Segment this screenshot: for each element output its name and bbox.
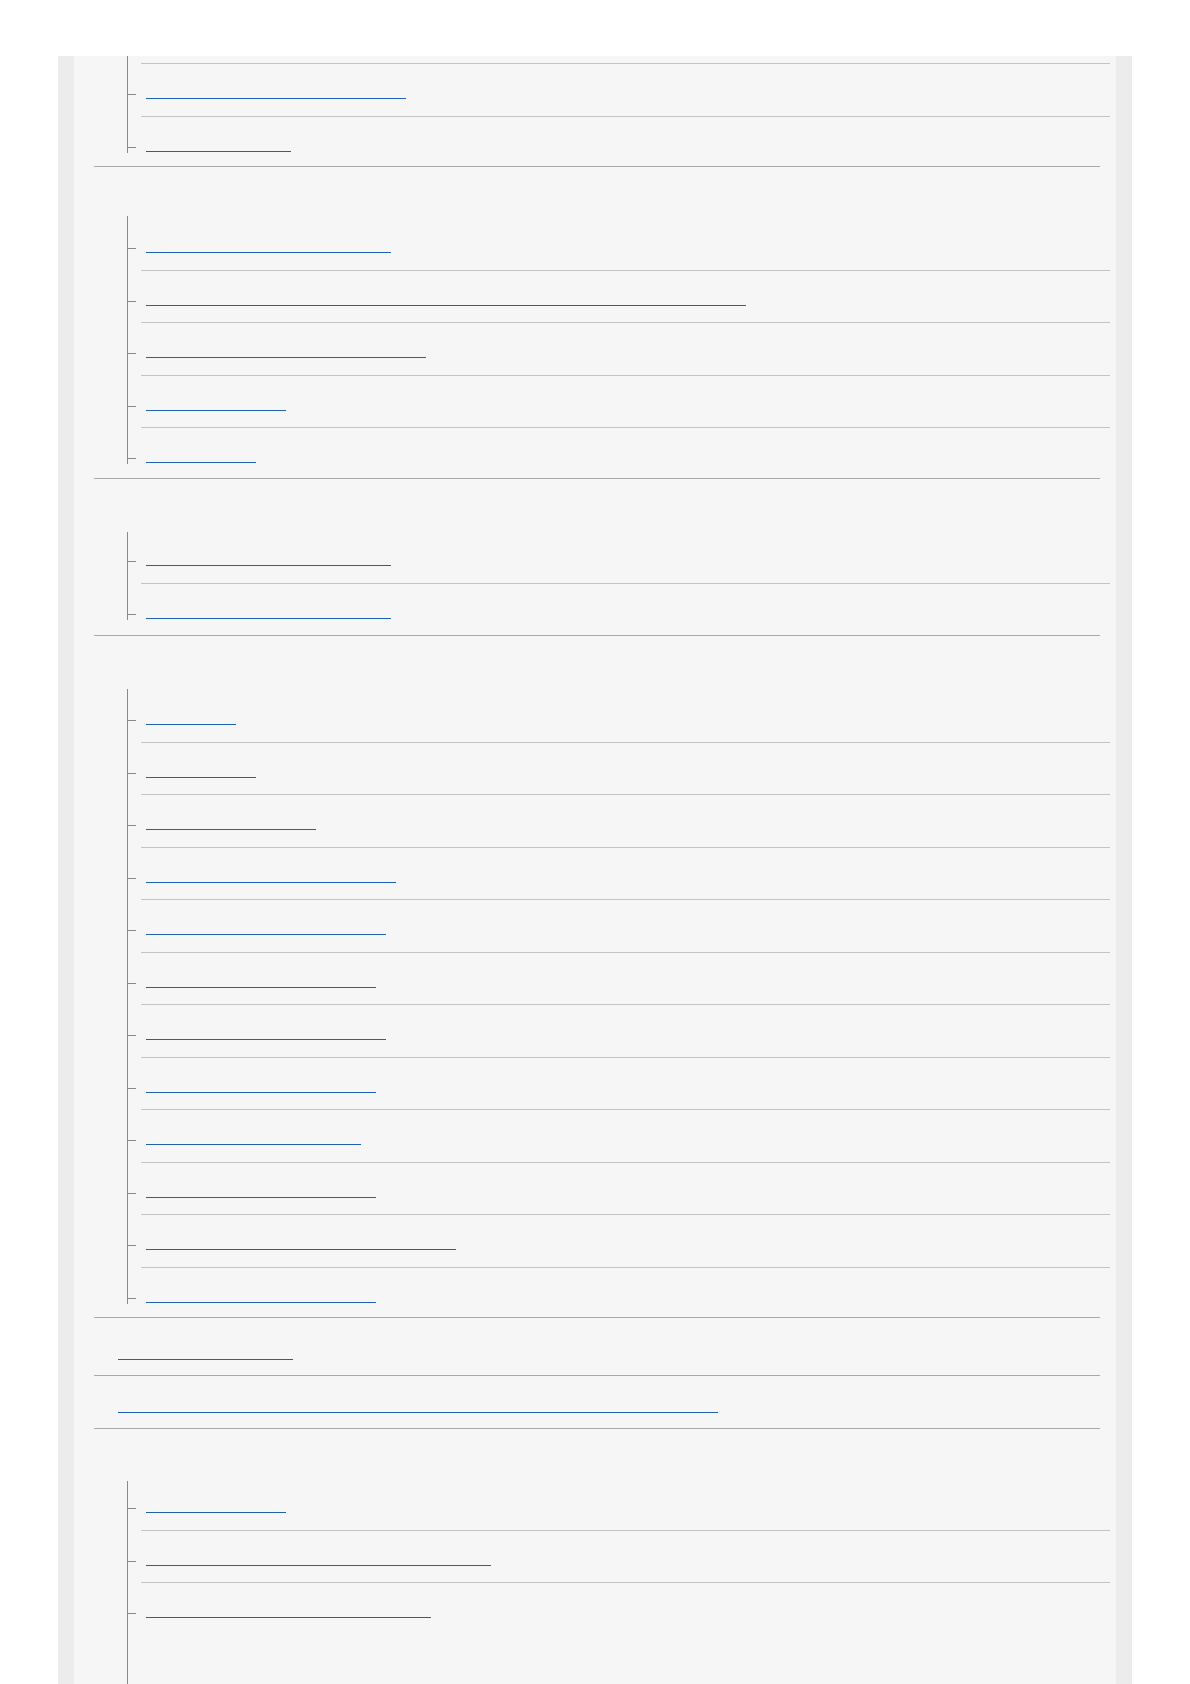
row-divider: [141, 1162, 1110, 1163]
toc-link[interactable]: [146, 1130, 361, 1145]
row-divider: [141, 1267, 1110, 1268]
tree-branch: [127, 147, 136, 148]
tree-branch: [127, 1035, 136, 1036]
row-divider: [141, 63, 1110, 64]
tree-branch: [127, 1193, 136, 1194]
toc-top-link[interactable]: [118, 1345, 293, 1360]
toc-link[interactable]: [146, 1025, 386, 1040]
tree-connector-line: [127, 1481, 128, 1684]
row-divider: [141, 583, 1110, 584]
section-separator: [94, 478, 1100, 479]
row-divider: [141, 427, 1110, 428]
toc-link[interactable]: [146, 1183, 376, 1198]
toc-link[interactable]: [146, 551, 391, 566]
tree-branch: [127, 561, 136, 562]
toc-top-link[interactable]: [118, 1398, 718, 1413]
tree-branch: [127, 614, 136, 615]
toc-link[interactable]: [146, 1235, 456, 1250]
tree-branch: [127, 1088, 136, 1089]
row-divider: [141, 375, 1110, 376]
tree-branch: [127, 1561, 136, 1562]
row-divider: [141, 1057, 1110, 1058]
toc-link[interactable]: [146, 396, 286, 411]
row-divider: [141, 1109, 1110, 1110]
section-separator: [94, 1375, 1100, 1376]
toc-link[interactable]: [146, 604, 391, 619]
tree-branch: [127, 1298, 136, 1299]
section-separator: [94, 1428, 1100, 1429]
tree-branch: [127, 1613, 136, 1614]
row-divider: [141, 952, 1110, 953]
row-divider: [141, 322, 1110, 323]
toc-link[interactable]: [146, 868, 396, 883]
tree-branch: [127, 983, 136, 984]
row-divider: [141, 1214, 1110, 1215]
toc-link[interactable]: [146, 291, 746, 306]
tree-branch: [127, 248, 136, 249]
row-divider: [141, 270, 1110, 271]
toc-link[interactable]: [146, 343, 426, 358]
tree-connector-line: [127, 532, 128, 620]
toc-link[interactable]: [146, 710, 236, 725]
toc-link[interactable]: [146, 1288, 376, 1303]
tree-connector-line: [127, 56, 128, 153]
row-divider: [141, 899, 1110, 900]
tree-branch: [127, 301, 136, 302]
toc-link[interactable]: [146, 920, 386, 935]
toc-link[interactable]: [146, 1551, 491, 1566]
row-divider: [141, 1582, 1110, 1583]
tree-branch: [127, 720, 136, 721]
tree-branch: [127, 878, 136, 879]
toc-link[interactable]: [146, 1498, 286, 1513]
toc-link[interactable]: [146, 815, 316, 830]
tree-branch: [127, 406, 136, 407]
tree-connector-line: [127, 216, 128, 464]
tree-branch: [127, 773, 136, 774]
toc-link[interactable]: [146, 137, 291, 152]
tree-branch: [127, 458, 136, 459]
row-divider: [141, 742, 1110, 743]
tree-branch: [127, 1508, 136, 1509]
toc-link[interactable]: [146, 763, 256, 778]
toc-panel: [74, 56, 1116, 1684]
toc-link[interactable]: [146, 238, 391, 253]
tree-branch: [127, 1245, 136, 1246]
toc-link[interactable]: [146, 84, 406, 99]
row-divider: [141, 794, 1110, 795]
section-separator: [94, 166, 1100, 167]
toc-link[interactable]: [146, 973, 376, 988]
section-separator: [94, 1317, 1100, 1318]
tree-connector-line: [127, 689, 128, 1304]
section-separator: [94, 635, 1100, 636]
toc-link[interactable]: [146, 1078, 376, 1093]
tree-branch: [127, 825, 136, 826]
tree-branch: [127, 353, 136, 354]
tree-branch: [127, 1140, 136, 1141]
toc-link[interactable]: [146, 1603, 431, 1618]
row-divider: [141, 1530, 1110, 1531]
tree-branch: [127, 930, 136, 931]
row-divider: [141, 116, 1110, 117]
row-divider: [141, 1004, 1110, 1005]
tree-branch: [127, 94, 136, 95]
toc-link[interactable]: [146, 448, 256, 463]
row-divider: [141, 847, 1110, 848]
